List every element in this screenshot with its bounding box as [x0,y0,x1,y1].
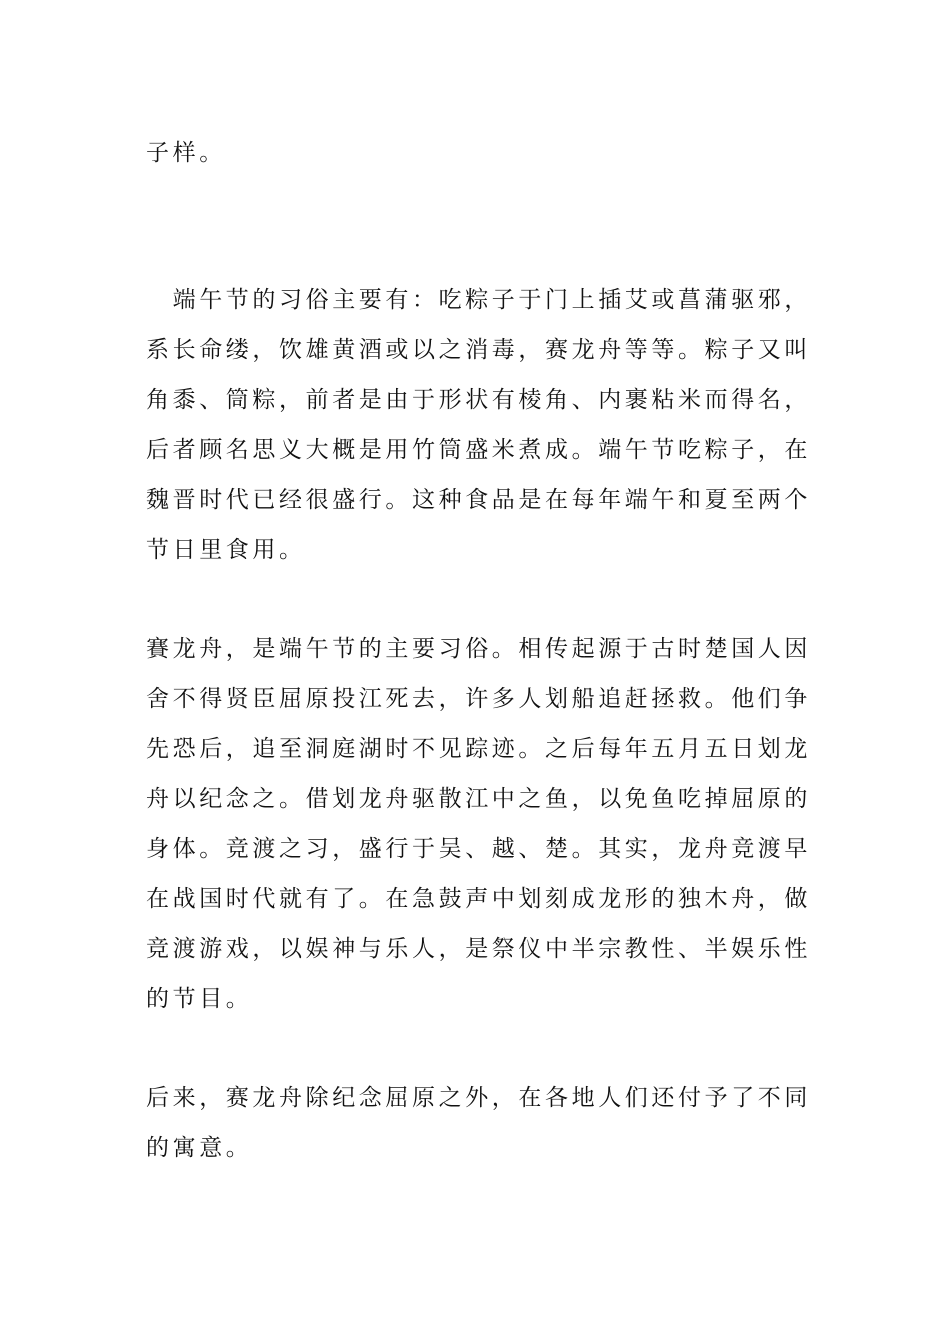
text-line: 魏晋时代已经很盛行。这种食品是在每年端午和夏至两个 [146,487,811,513]
text-line: 舟以纪念之。借划龙舟驱散江中之鱼，以免鱼吃掉屈原的 [146,786,811,812]
paragraph-dragon-boat-customs [146,275,811,575]
text-line: 賽龙舟，是端午节的主要习俗。相传起源于古时楚国人因 [146,636,811,662]
paragraph-continuation [146,128,806,178]
paragraph-boat-racing [146,624,811,1024]
text-line: 系长命缕，饮雄黄酒或以之消毒，赛龙舟等等。粽子又叫 [146,337,811,363]
text-line: 先恐后，追至洞庭湖时不见踪迹。之后每年五月五日划龙 [146,736,811,762]
text-line: 舍不得贤臣屈原投江死去，许多人划船追赶拯救。他们争 [146,686,811,712]
text-line: 身体。竞渡之习，盛行于吴、越、楚。其实，龙舟竞渡早 [146,836,811,862]
text-line: 子样。 [146,140,226,166]
text-line: 在战国时代就有了。在急鼓声中划刻成龙形的独木舟，做 [146,886,811,912]
text-line: 后来，赛龙舟除纪念屈原之外，在各地人们还付予了不同 [146,1085,811,1111]
text-line: 竞渡游戏，以娱神与乐人，是祭仪中半宗教性、半娱乐性 [146,936,811,962]
text-line: 角黍、筒粽，前者是由于形状有棱角、内裹粘米而得名， [146,387,811,413]
text-line: 的节目。 [146,986,253,1012]
paragraph-later-meanings [146,1073,811,1173]
text-line: 节日里食用。 [146,537,306,563]
text-line: 的寓意。 [146,1135,253,1161]
text-line: 后者顾名思义大概是用竹筒盛米煮成。端午节吃粽子，在 [146,437,811,463]
text-line: 端午节的习俗主要有：吃粽子于门上插艾或菖蒲驱邪， [146,287,811,313]
